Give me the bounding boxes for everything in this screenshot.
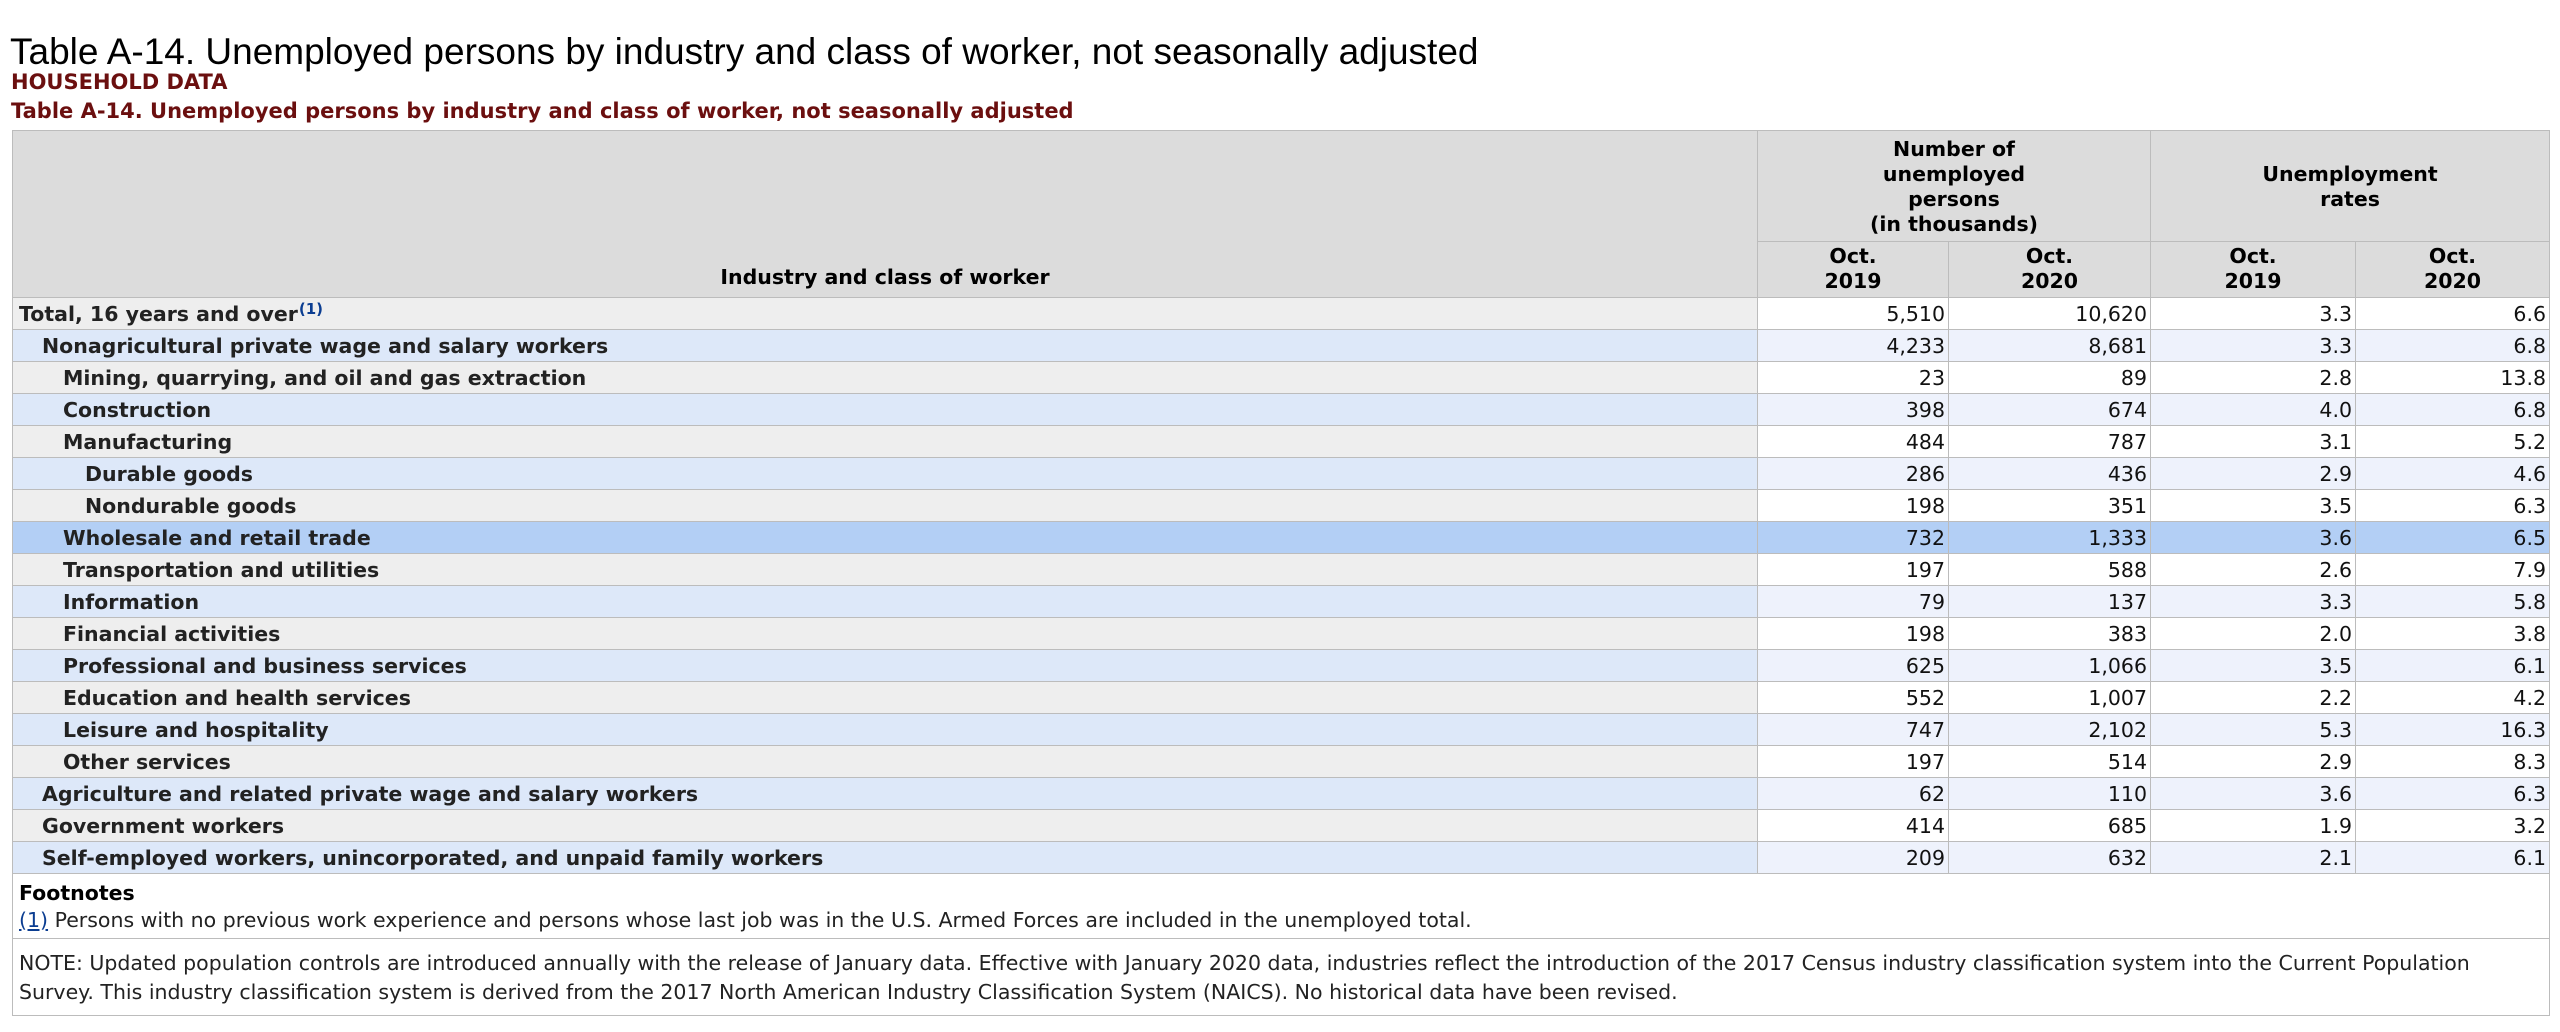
data-cell: 13.8	[2356, 362, 2550, 394]
table-caption: Table A-14. Unemployed persons by industry and class of worker, not seasonally adjusted	[11, 99, 1074, 123]
data-cell: 6.8	[2356, 330, 2550, 362]
data-cell: 4,233	[1758, 330, 1949, 362]
group-header-number-line: Number of	[1893, 137, 2015, 161]
page-title: Table A-14. Unemployed persons by industry and class of worker, not seasonally adjusted	[10, 30, 1479, 72]
row-label-text: Self-employed workers, unincorporated, and unpaid family workers	[42, 845, 824, 870]
data-cell: 6.3	[2356, 490, 2550, 522]
data-cell: 3.8	[2356, 618, 2550, 650]
data-cell: 6.6	[2356, 298, 2550, 330]
data-cell: 383	[1949, 618, 2151, 650]
period-year: 2020	[2423, 269, 2482, 293]
data-cell: 3.6	[2151, 778, 2356, 810]
data-cell: 89	[1949, 362, 2151, 394]
table-row	[13, 714, 2550, 746]
period-month: Oct.	[1829, 244, 1877, 268]
data-cell: 6.1	[2356, 650, 2550, 682]
row-label	[13, 490, 1758, 522]
table-body	[13, 298, 2550, 874]
row-label	[13, 746, 1758, 778]
row-label	[13, 586, 1758, 618]
row-label	[13, 554, 1758, 586]
household-data-label: HOUSEHOLD DATA	[11, 70, 228, 94]
table-row	[13, 490, 2550, 522]
period-month: Oct.	[2229, 244, 2277, 268]
row-label-text: Manufacturing	[63, 429, 233, 454]
table-note: NOTE: Updated population controls are introduced annually with the release of January data. Effective with January 2020 data, industries reflect the introduction of the 2017 Census industry classification system into the Current Population Survey. This industry classification system is derived from the 2017 North American Industry Classification System (NAICS). No historical data have been revised.	[13, 939, 2550, 1016]
period-month: Oct.	[2428, 244, 2477, 268]
group-header-number-line: persons	[1908, 187, 2000, 211]
row-label-text: Leisure and hospitality	[63, 717, 329, 742]
row-label	[13, 650, 1758, 682]
stub-header: Industry and class of worker	[13, 131, 1758, 298]
data-cell: 2,102	[1949, 714, 2151, 746]
table-row	[13, 362, 2550, 394]
table-row	[13, 810, 2550, 842]
data-cell: 1,007	[1949, 682, 2151, 714]
data-cell: 6.8	[2356, 394, 2550, 426]
table-header	[13, 131, 2550, 298]
group-header-rates-line: Unemployment	[2262, 162, 2438, 186]
data-cell: 2.9	[2151, 746, 2356, 778]
data-cell: 110	[1949, 778, 2151, 810]
row-label	[13, 714, 1758, 746]
row-label-text: Total, 16 years and over	[19, 301, 298, 326]
table-row	[13, 522, 2550, 554]
data-cell: 2.1	[2151, 842, 2356, 874]
data-cell: 23	[1758, 362, 1949, 394]
data-cell: 484	[1758, 426, 1949, 458]
data-cell: 6.5	[2356, 522, 2550, 554]
data-cell: 3.2	[2356, 810, 2550, 842]
period-month: Oct.	[2025, 244, 2074, 268]
data-cell: 414	[1758, 810, 1949, 842]
data-cell: 632	[1949, 842, 2151, 874]
data-cell: 79	[1758, 586, 1949, 618]
row-label-text: Nondurable goods	[85, 493, 297, 518]
header-row-groups	[13, 131, 2550, 242]
data-cell: 732	[1758, 522, 1949, 554]
data-cell: 2.0	[2151, 618, 2356, 650]
data-cell: 4.0	[2151, 394, 2356, 426]
data-cell: 1.9	[2151, 810, 2356, 842]
data-cell: 5,510	[1758, 298, 1949, 330]
row-label	[13, 522, 1758, 554]
data-cell: 685	[1949, 810, 2151, 842]
row-label-text: Financial activities	[63, 621, 281, 646]
row-label-text: Government workers	[42, 813, 285, 838]
table-row	[13, 650, 2550, 682]
data-cell: 6.3	[2356, 778, 2550, 810]
data-cell: 6.1	[2356, 842, 2550, 874]
data-cell: 3.6	[2151, 522, 2356, 554]
table-row	[13, 618, 2550, 650]
row-label	[13, 458, 1758, 490]
data-cell: 198	[1758, 490, 1949, 522]
data-cell: 10,620	[1949, 298, 2151, 330]
period-year: 2019	[1824, 269, 1882, 293]
data-cell: 16.3	[2356, 714, 2550, 746]
data-cell: 625	[1758, 650, 1949, 682]
data-cell: 62	[1758, 778, 1949, 810]
data-cell: 3.3	[2151, 330, 2356, 362]
row-label-text: Information	[63, 589, 200, 614]
data-cell: 3.5	[2151, 650, 2356, 682]
table-row	[13, 458, 2550, 490]
row-label	[13, 362, 1758, 394]
data-cell: 209	[1758, 842, 1949, 874]
row-label-text: Construction	[63, 397, 212, 422]
data-cell: 3.3	[2151, 586, 2356, 618]
row-label-text: Wholesale and retail trade	[63, 525, 371, 550]
data-cell: 2.2	[2151, 682, 2356, 714]
period-year: 2019	[2224, 269, 2282, 293]
data-cell: 3.1	[2151, 426, 2356, 458]
table-row	[13, 842, 2550, 874]
footnotes-row	[13, 874, 2550, 939]
footnote-ref-link[interactable]: (1)	[298, 299, 323, 318]
group-header-rates-line: rates	[2320, 187, 2380, 211]
data-cell: 5.3	[2151, 714, 2356, 746]
data-cell: 5.2	[2356, 426, 2550, 458]
data-cell: 197	[1758, 746, 1949, 778]
data-cell: 3.3	[2151, 298, 2356, 330]
row-label-text: Nonagricultural private wage and salary workers	[42, 333, 609, 358]
table-row	[13, 586, 2550, 618]
data-cell: 2.9	[2151, 458, 2356, 490]
row-label-text: Durable goods	[85, 461, 254, 486]
data-cell: 197	[1758, 554, 1949, 586]
data-cell: 552	[1758, 682, 1949, 714]
data-cell: 7.9	[2356, 554, 2550, 586]
group-header-number-line: (in thousands)	[1869, 212, 2039, 236]
table-row	[13, 330, 2550, 362]
data-table	[12, 130, 2550, 1016]
row-label	[13, 682, 1758, 714]
table-row	[13, 778, 2550, 810]
row-label	[13, 778, 1758, 810]
data-cell: 747	[1758, 714, 1949, 746]
row-label-text: Professional and business services	[63, 653, 467, 678]
data-cell: 3.5	[2151, 490, 2356, 522]
data-cell: 4.6	[2356, 458, 2550, 490]
footnote-text: Persons with no previous work experience and persons whose last job was in the U.S. Armed Forces are included in the unemployed total.	[48, 908, 1472, 932]
group-header-rates	[2151, 131, 2550, 242]
data-cell: 2.6	[2151, 554, 2356, 586]
table-row	[13, 298, 2550, 330]
period-header	[2356, 242, 2550, 298]
row-label	[13, 298, 1758, 330]
data-cell: 398	[1758, 394, 1949, 426]
period-header	[1758, 242, 1949, 298]
note-row	[13, 939, 2550, 1016]
group-header-number-line: unemployed	[1882, 162, 2026, 186]
data-cell: 787	[1949, 426, 2151, 458]
row-label	[13, 426, 1758, 458]
row-label-text: Education and health services	[63, 685, 411, 710]
footnotes	[13, 874, 2550, 939]
row-label	[13, 618, 1758, 650]
row-label-text: Transportation and utilities	[63, 557, 380, 582]
table-row	[13, 554, 2550, 586]
data-cell: 2.8	[2151, 362, 2356, 394]
data-cell: 436	[1949, 458, 2151, 490]
data-cell: 8.3	[2356, 746, 2550, 778]
period-year: 2020	[2020, 269, 2079, 293]
table-row	[13, 426, 2550, 458]
data-cell: 5.8	[2356, 586, 2550, 618]
footnote-link[interactable]: (1)	[19, 908, 49, 932]
data-cell: 198	[1758, 618, 1949, 650]
footnotes-heading: Footnotes	[19, 881, 135, 905]
table-row	[13, 682, 2550, 714]
group-header-number	[1758, 131, 2151, 242]
row-label-text: Other services	[63, 749, 231, 774]
row-label-text: Mining, quarrying, and oil and gas extraction	[63, 365, 587, 390]
footnote-item	[19, 907, 2543, 934]
data-cell: 1,333	[1949, 522, 2151, 554]
data-cell: 1,066	[1949, 650, 2151, 682]
table-row	[13, 394, 2550, 426]
row-label	[13, 330, 1758, 362]
row-label	[13, 394, 1758, 426]
data-cell: 588	[1949, 554, 2151, 586]
table-row	[13, 746, 2550, 778]
row-label-text: Agriculture and related private wage and salary workers	[42, 781, 699, 806]
row-label	[13, 810, 1758, 842]
row-label	[13, 842, 1758, 874]
period-header	[1949, 242, 2151, 298]
data-cell: 674	[1949, 394, 2151, 426]
table-footer	[13, 874, 2550, 1016]
data-cell: 351	[1949, 490, 2151, 522]
data-cell: 514	[1949, 746, 2151, 778]
data-cell: 8,681	[1949, 330, 2151, 362]
data-cell: 4.2	[2356, 682, 2550, 714]
data-cell: 137	[1949, 586, 2151, 618]
period-header	[2151, 242, 2356, 298]
data-cell: 286	[1758, 458, 1949, 490]
